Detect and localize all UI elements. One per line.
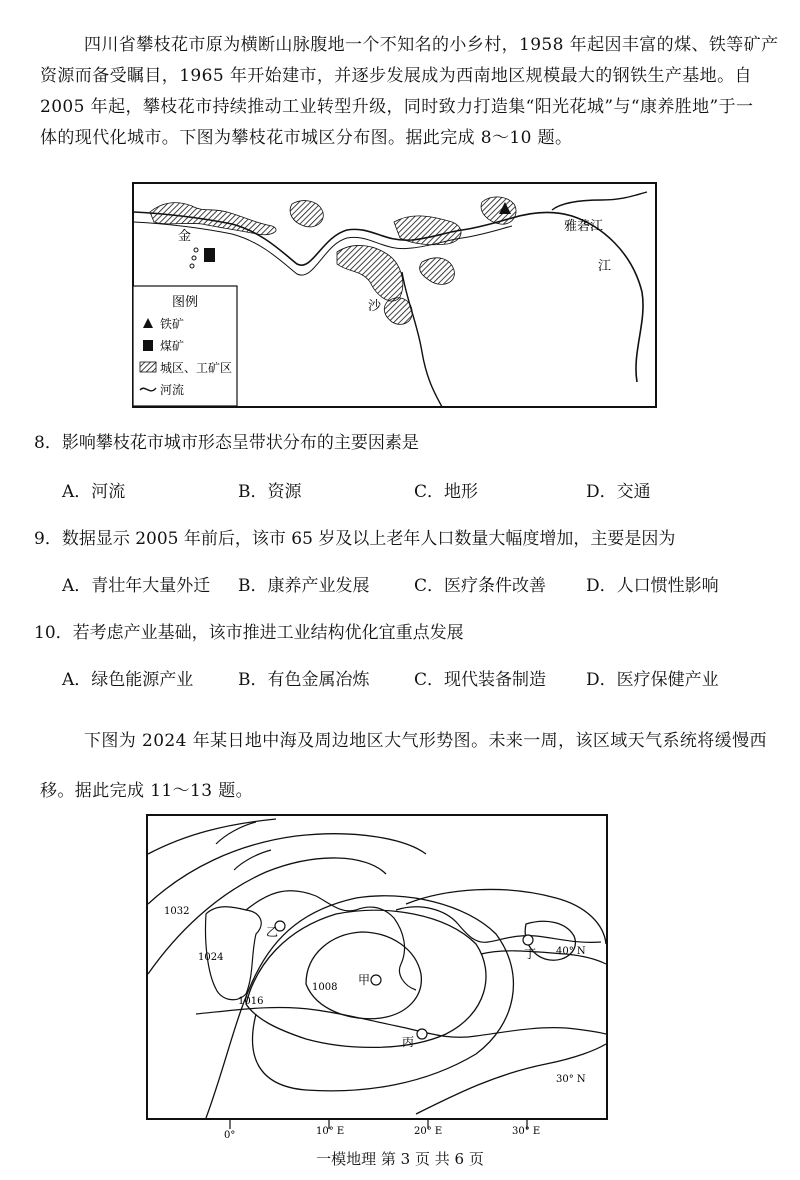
question-10-option-b[interactable]: B．有色金属冶炼 <box>238 670 370 690</box>
panzhihua-map <box>132 182 657 408</box>
river-label-jin: 金 <box>178 229 192 244</box>
point-jia-label: 甲 <box>358 973 371 987</box>
legend-urban: 城区、工矿区 <box>160 361 233 375</box>
lat-label-30n: 30° N <box>556 1074 586 1085</box>
question-8-stem: 8．影响攀枝花市城市形态呈带状分布的主要因素是 <box>34 433 419 453</box>
question-10-option-a[interactable]: A．绿色能源产业 <box>62 670 194 690</box>
river-label-yalong: 雅砻江 <box>564 219 604 234</box>
legend-iron: 铁矿 <box>160 317 185 331</box>
intro-line: 资源而备受瞩目，1965 年开始建市，并逐步发展成为西南地区规模最大的钢铁生产基地。自 <box>40 66 752 86</box>
question-10-option-d[interactable]: D．医疗保健产业 <box>586 670 719 690</box>
question-9-option-d[interactable]: D．人口惯性影响 <box>586 576 719 596</box>
isobar-label-1016: 1016 <box>238 996 264 1007</box>
river-label-jiang: 江 <box>598 259 612 274</box>
question-8-option-d[interactable]: D．交通 <box>586 482 651 502</box>
point-ding-label: 丁 <box>524 947 537 961</box>
page-footer: 一模地理 第 3 页 共 6 页 <box>316 1150 484 1168</box>
point-bing-label: 丙 <box>402 1035 415 1049</box>
mediterranean-pressure-map <box>146 814 608 1140</box>
point-yi-label: 乙 <box>266 925 279 939</box>
intro-line: 移。据此完成 11～13 题。 <box>40 781 254 801</box>
question-9-option-b[interactable]: B．康养产业发展 <box>238 576 370 596</box>
isobar-label-1032: 1032 <box>164 906 190 917</box>
isobar-label-1024: 1024 <box>198 952 224 963</box>
coal-mine-marker <box>204 248 215 262</box>
lon-label-20e: 20° E <box>414 1126 443 1137</box>
intro-line: 下图为 2024 年某日地中海及周边地区大气形势图。未来一周，该区域天气系统将缓慢西 <box>84 731 767 751</box>
map-legend <box>133 286 237 406</box>
question-8-option-b[interactable]: B．资源 <box>238 482 302 502</box>
point-jia-marker <box>371 975 381 985</box>
river-label-sha: 沙 <box>368 299 382 314</box>
question-9-option-c[interactable]: C．医疗条件改善 <box>414 576 547 596</box>
question-8-option-a[interactable]: A．河流 <box>62 482 126 502</box>
legend-river: 河流 <box>160 383 185 397</box>
question-10-option-c[interactable]: C．现代装备制造 <box>414 670 547 690</box>
coal-mine-icon <box>143 340 153 351</box>
intro-line: 体的现代化城市。下图为攀枝花市城区分布图。据此完成 8～10 题。 <box>40 128 573 148</box>
question-9-stem: 9．数据显示 2005 年前后，该市 65 岁及以上老年人口数量大幅度增加，主要是因为 <box>34 529 676 549</box>
intro-line: 四川省攀枝花市原为横断山脉腹地一个不知名的小乡村，1958 年起因丰富的煤、铁等矿产 <box>84 35 779 55</box>
point-bing-marker <box>417 1029 427 1039</box>
point-ding-marker <box>523 935 533 945</box>
isobar-label-1008: 1008 <box>312 982 338 993</box>
intro-paragraph-2 <box>40 716 780 816</box>
lon-label-0: 0° <box>224 1130 236 1140</box>
intro-line: 2005 年起，攀枝花市持续推动工业转型升级，同时致力打造集“阳光花城”与“康养胜地”于一 <box>40 97 754 117</box>
legend-title: 图例 <box>172 295 199 310</box>
question-8-option-c[interactable]: C．地形 <box>414 482 479 502</box>
urban-hatch-icon <box>140 362 156 372</box>
question-10-stem: 10．若考虑产业基础，该市推进工业结构优化宜重点发展 <box>34 623 464 643</box>
intro-paragraph-1 <box>40 30 780 154</box>
question-9-option-a[interactable]: A．青壮年大量外迁 <box>62 576 211 596</box>
lat-label-40n: 40° N <box>556 946 586 957</box>
lon-label-10e: 10° E <box>316 1126 345 1137</box>
lon-label-30e: 30° E <box>512 1126 541 1137</box>
legend-coal: 煤矿 <box>160 339 185 353</box>
